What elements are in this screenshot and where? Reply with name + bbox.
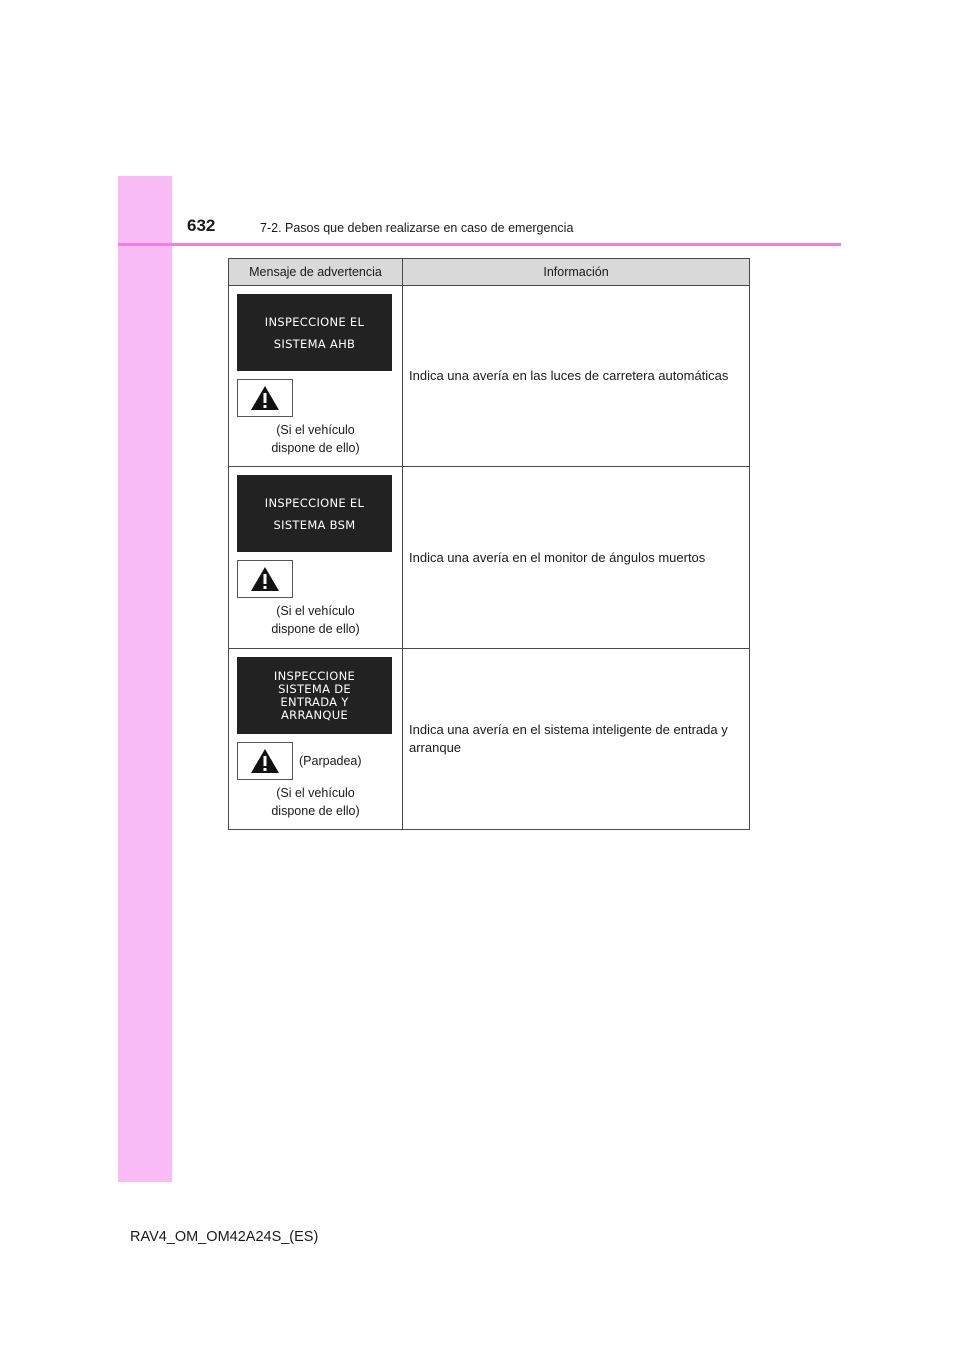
note-line: (Si el vehículo xyxy=(276,786,355,800)
info-cell: Indica una avería en el sistema inteligente de entrada y arranque xyxy=(403,649,750,830)
table-row xyxy=(229,286,750,467)
availability-note xyxy=(237,602,394,638)
note-line: (Si el vehículo xyxy=(276,604,355,618)
display-screen xyxy=(237,475,392,552)
header-rule xyxy=(118,243,841,246)
icon-row xyxy=(237,552,394,598)
warning-message-cell xyxy=(229,467,403,649)
warning-message-cell xyxy=(229,649,403,830)
note-line: (Si el vehículo xyxy=(276,423,355,437)
manual-code: RAV4_OM_OM42A24S_(ES) xyxy=(130,1229,319,1245)
warning-triangle-icon xyxy=(237,379,293,417)
note-line: dispone de ello) xyxy=(271,804,360,818)
display-line: INSPECCIONE EL xyxy=(264,495,365,510)
display-line: SISTEMA BSM xyxy=(273,517,356,532)
info-cell: Indica una avería en el monitor de ángulos muertos xyxy=(403,467,750,649)
section-title: 7-2. Pasos que deben realizarse en caso de emergencia xyxy=(260,221,574,235)
side-tab-bar xyxy=(118,176,172,1182)
page-number: 632 xyxy=(187,216,216,235)
table-row xyxy=(229,649,750,830)
icon-row xyxy=(237,371,394,417)
warning-messages-table xyxy=(228,258,750,830)
display-line: SISTEMA AHB xyxy=(273,336,356,351)
display-line: ENTRADA Y xyxy=(280,694,349,709)
column-header-message: Mensaje de advertencia xyxy=(229,259,403,286)
column-header-info: Información xyxy=(403,259,750,286)
display-line: ARRANQUE xyxy=(281,707,348,722)
table-row xyxy=(229,467,750,649)
availability-note xyxy=(237,784,394,820)
availability-note xyxy=(237,421,394,457)
display-line: INSPECCIONE EL xyxy=(264,314,365,329)
display-line: INSPECCIONE xyxy=(273,668,356,683)
warning-triangle-icon xyxy=(237,742,293,780)
note-line: dispone de ello) xyxy=(271,441,360,455)
warning-message-cell xyxy=(229,286,403,467)
warning-triangle-icon xyxy=(237,560,293,598)
display-screen xyxy=(237,657,392,734)
flashing-label: (Parpadea) xyxy=(299,754,362,768)
note-line: dispone de ello) xyxy=(271,622,360,636)
table-header-row xyxy=(229,259,750,286)
info-cell: Indica una avería en las luces de carretera automáticas xyxy=(403,286,750,467)
display-line: SISTEMA DE xyxy=(278,681,351,696)
display-screen xyxy=(237,294,392,371)
icon-row xyxy=(237,734,394,780)
